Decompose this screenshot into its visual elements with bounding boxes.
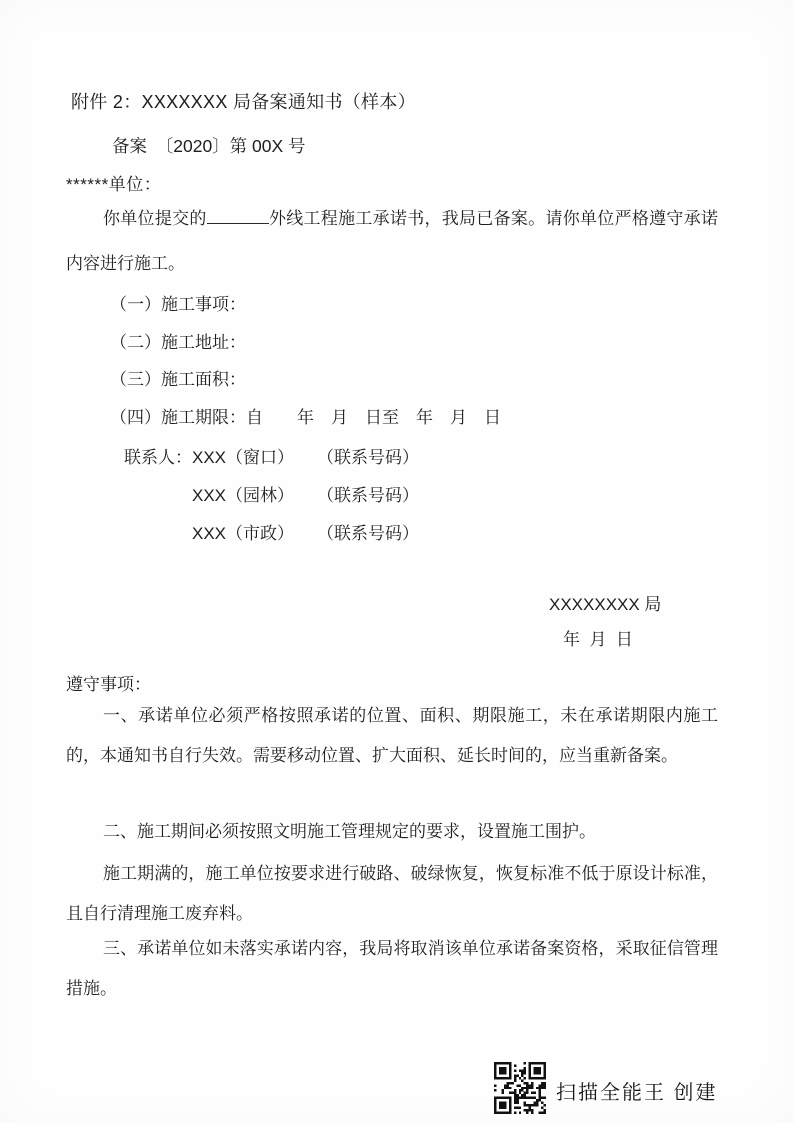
contact-row xyxy=(124,512,419,550)
contact-row xyxy=(124,474,419,512)
signature-date: 年 月 日 xyxy=(563,630,633,649)
contact-phone: （联系号码） xyxy=(317,523,420,543)
blank-underline xyxy=(207,221,269,224)
intro-text-after: 外线工程施工承诺书，我局已备案。请你单位严格遵守承诺内容进行施工。 xyxy=(66,209,718,273)
signature-org: XXXXXXXX 局 xyxy=(549,595,662,614)
contact-name: XXX（园林） xyxy=(192,485,295,505)
note-paragraph-3: 施工期满的，施工单位按要求进行破路、破绿恢复，恢复标准不低于原设计标准，且自行清理施工废弃料。 xyxy=(66,864,718,923)
camscanner-watermark-text: 扫描全能王 创建 xyxy=(556,1082,718,1104)
item-work-matter: （一）施工事项： xyxy=(110,295,246,315)
qr-code-icon xyxy=(494,1062,546,1114)
item-work-address: （二）施工地址： xyxy=(110,332,246,352)
attachment-title: 附件 2：XXXXXXX 局备案通知书（样本） xyxy=(71,92,416,112)
note-paragraph-2: 二、施工期间必须按照文明施工管理规定的要求，设置施工围护。 xyxy=(103,822,596,841)
item-work-period: （四）施工期限：自 年 月 日至 年 月 日 xyxy=(110,407,501,427)
contact-name: XXX（窗口） xyxy=(192,447,295,467)
item-work-area: （三）施工面积： xyxy=(110,370,246,390)
contacts-block xyxy=(124,436,419,550)
intro-paragraph xyxy=(66,196,718,286)
notes-heading: 遵守事项： xyxy=(66,675,151,694)
note-paragraph-1: 一、承诺单位必须严格按照承诺的位置、面积、期限施工，未在承诺期限内施工的，本通知书自行失效。需要移动位置、扩大面积、延长时间的，应当重新备案。 xyxy=(66,706,718,765)
recipient-line: ******单位： xyxy=(66,175,162,194)
contact-phone: （联系号码） xyxy=(317,447,420,467)
items-list xyxy=(110,284,501,434)
contact-phone: （联系号码） xyxy=(317,485,420,505)
contact-label: 联系人： xyxy=(124,447,192,467)
note-paragraph-4: 三、承诺单位如未落实承诺内容，我局将取消该单位承诺备案资格，采取征信管理措施。 xyxy=(66,939,718,998)
contact-row xyxy=(124,436,419,474)
doc-number: 备案 〔2020〕第 00X 号 xyxy=(112,136,306,156)
contact-name: XXX（市政） xyxy=(192,523,295,543)
intro-text-before: 你单位提交的 xyxy=(103,209,207,228)
